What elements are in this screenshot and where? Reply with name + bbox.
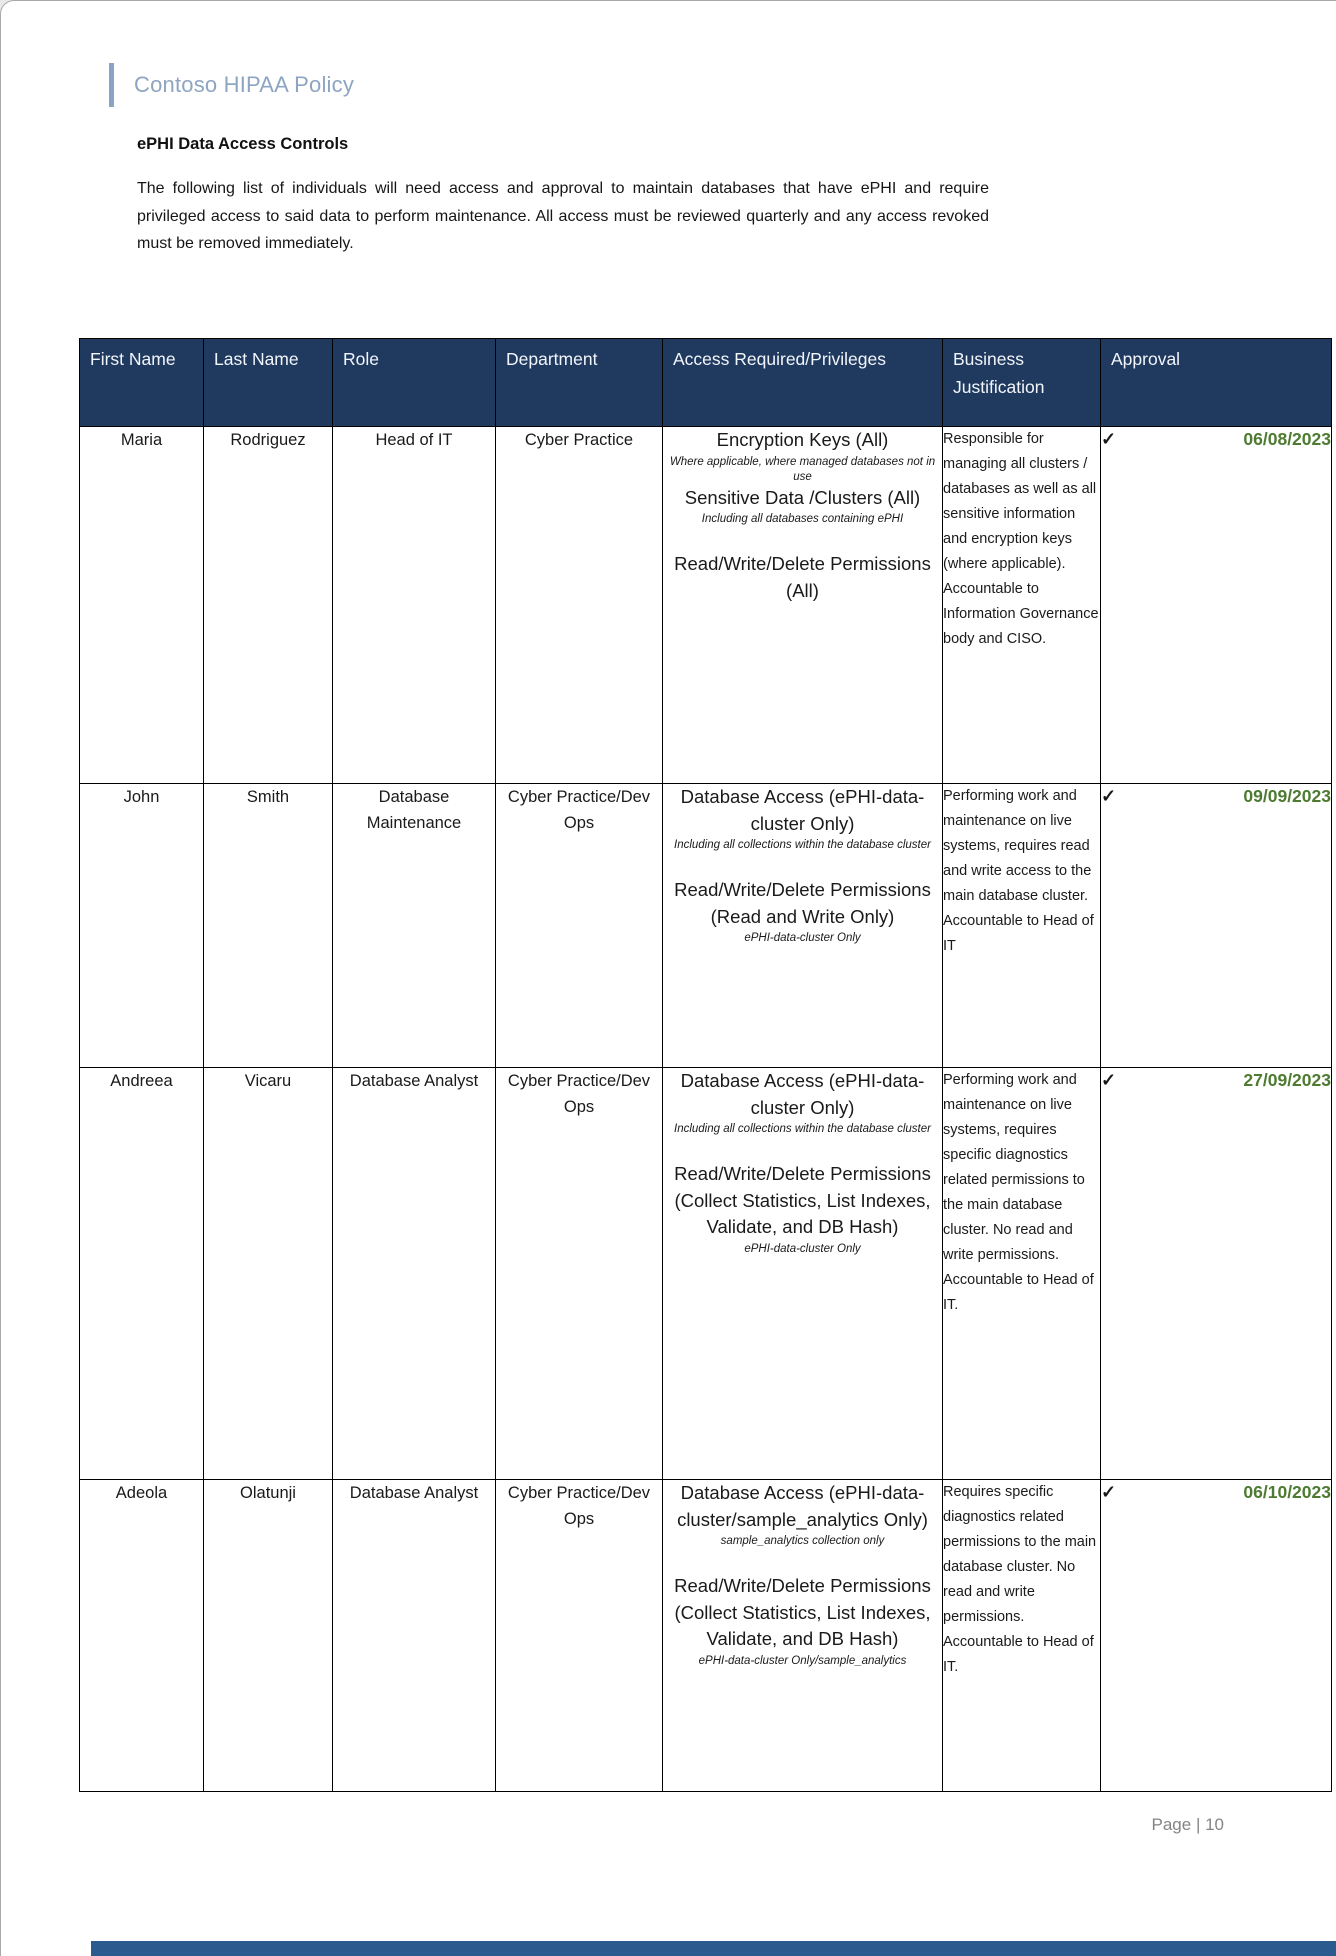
cell-first-name: John: [80, 784, 204, 1068]
doc-header: [109, 63, 354, 107]
approval: [1101, 427, 1331, 451]
approval-date: 06/08/2023: [1243, 429, 1331, 449]
access-privilege: Encryption Keys (All): [716, 429, 889, 450]
cell-role: Database Analyst: [333, 1068, 496, 1480]
col-header-first-name: First Name: [80, 339, 204, 427]
approval: [1101, 1068, 1331, 1092]
access-note: ePHI-data-cluster Only/sample_analytics: [698, 1654, 907, 1667]
checkmark-icon: ✓: [1101, 1070, 1117, 1090]
table-row: [80, 427, 1332, 784]
table-header-row: [80, 339, 1332, 427]
access-note: ePHI-data-cluster Only: [744, 1242, 861, 1255]
cell-first-name: Andreea: [80, 1068, 204, 1480]
access-privilege: Database Access (ePHI-data-cluster/sample_analytics Only): [677, 1482, 928, 1530]
cell-approval: [1101, 1068, 1332, 1480]
cell-access: [663, 784, 943, 1068]
cell-department: Cyber Practice/Dev Ops: [496, 1480, 663, 1792]
cell-access: [663, 1480, 943, 1792]
cell-first-name: Maria: [80, 427, 204, 784]
accent-bar: [109, 63, 114, 107]
access-note: sample_analytics collection only: [720, 1535, 885, 1547]
access-privilege: Database Access (ePHI-data-cluster Only): [680, 1070, 925, 1118]
access-note: Including all collections within the database cluster: [674, 1123, 931, 1135]
col-header-approval: Approval: [1101, 339, 1332, 427]
access-privilege: Read/Write/Delete Permissions (Collect Statistics, List Indexes, Validate, and DB Hash): [674, 1575, 931, 1649]
access-note: Including all databases containing ePHI: [701, 513, 904, 525]
doc-title: Contoso HIPAA Policy: [134, 72, 355, 97]
cell-last-name: Olatunji: [204, 1480, 333, 1792]
col-header-access: Access Required/Privileges: [663, 339, 943, 427]
approval-date: 06/10/2023: [1243, 1482, 1331, 1502]
cell-justification: Performing work and maintenance on live systems, requires read and write access to the main database cluster. Accountable to Head of IT: [943, 784, 1101, 1068]
access-privilege: Sensitive Data /Clusters (All): [684, 486, 921, 508]
approval-date: 27/09/2023: [1243, 1070, 1331, 1090]
cell-first-name: Adeola: [80, 1480, 204, 1792]
cell-department: Cyber Practice/Dev Ops: [496, 1068, 663, 1480]
page-number: Page | 10: [1151, 1815, 1224, 1834]
cell-last-name: Smith: [204, 784, 333, 1068]
checkmark-icon: ✓: [1101, 429, 1117, 449]
cell-approval: [1101, 784, 1332, 1068]
checkmark-icon: ✓: [1101, 1482, 1117, 1502]
access-privilege: Read/Write/Delete Permissions (All): [674, 553, 931, 601]
cell-department: Cyber Practice: [496, 427, 663, 784]
cell-justification: Performing work and maintenance on live systems, requires specific diagnostics related permissions to the main database cluster. No read and write permissions. Accountable to Head of IT.: [943, 1068, 1101, 1480]
cell-last-name: Rodriguez: [204, 427, 333, 784]
spacer: [663, 1137, 942, 1161]
cell-access: [663, 1068, 943, 1480]
access-note: Including all collections within the database cluster: [674, 839, 931, 851]
spacer: [663, 527, 942, 551]
access-control-table: [79, 338, 1332, 1792]
cell-department: Cyber Practice/Dev Ops: [496, 784, 663, 1068]
spacer: [663, 1549, 942, 1573]
access-note: ePHI-data-cluster Only: [744, 932, 861, 944]
table-row: [80, 784, 1332, 1068]
table-row: [80, 1480, 1332, 1792]
access-privilege: Read/Write/Delete Permissions (Read and Write Only): [674, 879, 931, 927]
cell-access: [663, 427, 943, 784]
col-header-justification: Business Justification: [943, 339, 1101, 427]
section-title: ePHI Data Access Controls: [137, 135, 349, 153]
cell-approval: [1101, 1480, 1332, 1792]
cell-approval: [1101, 427, 1332, 784]
approval: [1101, 1480, 1331, 1504]
access-privilege: Read/Write/Delete Permissions (Collect Statistics, List Indexes, Validate, and DB Hash): [674, 1163, 931, 1237]
spacer: [663, 853, 942, 877]
approval: [1101, 784, 1331, 808]
cell-justification: Responsible for managing all clusters / databases as well as all sensitive information and encryption keys (where applicable). Accountable to Information Governance body and CISO.: [943, 427, 1101, 784]
col-header-last-name: Last Name: [204, 339, 333, 427]
col-header-role: Role: [333, 339, 496, 427]
cell-role: Head of IT: [333, 427, 496, 784]
table-row: [80, 1068, 1332, 1480]
col-header-department: Department: [496, 339, 663, 427]
cell-role: Database Maintenance: [333, 784, 496, 1068]
checkmark-icon: ✓: [1101, 786, 1117, 806]
cell-justification: Requires specific diagnostics related permissions to the main database cluster. No read and write permissions. Accountable to Head of IT.: [943, 1480, 1101, 1792]
cell-role: Database Analyst: [333, 1480, 496, 1792]
access-note: Where applicable, where managed databases not in use: [669, 455, 936, 483]
footer-accent-bar: [91, 1941, 1336, 1956]
approval-date: 09/09/2023: [1243, 786, 1331, 806]
cell-last-name: Vicaru: [204, 1068, 333, 1480]
intro-paragraph: The following list of individuals will need access and approval to maintain databases that have ePHI and require privileged access to said data to perform maintenance. All access must be reviewed quarterly and any access revoked must be removed immediately.: [137, 180, 989, 252]
access-privilege: Database Access (ePHI-data-cluster Only): [680, 786, 925, 834]
